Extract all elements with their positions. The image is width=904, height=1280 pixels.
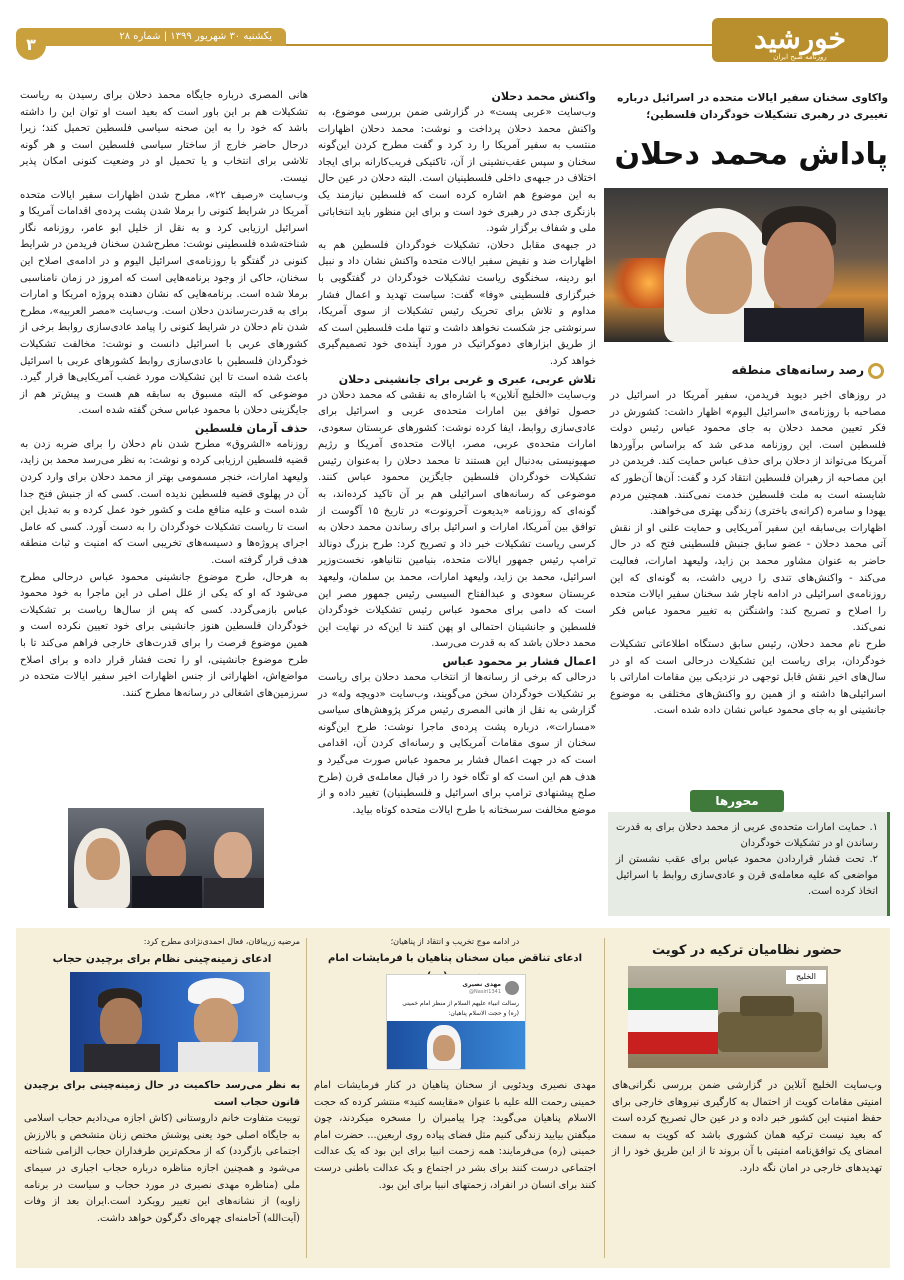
bottom-right-title: حضور نظامیان ترکیه در کویت [652,943,842,958]
section-title-media: رصد رسانه‌های منطقه [731,363,864,377]
tweet-text: رسالت انبیاء علیهم السلام از منظر امام خمینی (ره) و حجت الاسلام پناهیان: [402,1000,519,1017]
col3 [20,88,308,806]
photo-face-1 [86,838,120,880]
tweet-avatar [505,981,519,995]
bottom-left-body [24,1078,300,1254]
bottom-middle-kicker: در ادامه موج تخریب و انتقاد از پناهیان؛ [390,937,520,946]
mahvar-item: ۱. حمایت امارات متحده‌ی عربی از محمد دحلان برای به قدرت رساندن او در تشکیلات خودگردان [616,822,878,849]
col2-para: وب‌سایت «عربی پست» در گزارشی ضمن بررسی موضوع، به واکنش محمد دحلان پرداخت و نوشت: محمد دحلان اظهارات منتسب به سفیر آمریکا را رد کرد و گفت مطرح کردن این‌گونه سخنان و سپس عقب‌نشینی از آن، تاکتیکی فریب‌کارانه برای ایجاد اختلاف در جبهه‌ی داخلی فلسطینیان است. البته دحلان در عین حال به این موضوع هم اشاره کرده است که فلسطین نیازمند یک بازنگری جدی در رهبری خود است و برای این منظور باید انتخاباتی ملی و شفاف برگزار شود. [318,107,596,235]
col3-para: روزنامه «الشروق» مطرح شدن نام دحلان را برای ضربه زدن به قضیه فلسطین ارزیابی کرده و نوشت: به نظر می‌رسد محمد بن زاید، ولیعهد امارات، خنجر مسمومی بهتر از محمد دحلان برای وارد کردن آن در پهلوی قضیه فلسطین ندیده است. کسی که از جنبش فتح جدا شده است و علیه منافع ملت و کشور خود عمل کرده و به تبدیل این است تا ریاست تشکیلات خودگردان را به دست آورد. کسی که عامل اجرای پروژه‌ها و دسیسه‌های تخریبی است که امنیت و ثبات منطقه هدف قرار گرفته است. [20,438,308,567]
tweet-name: مهدی نصیری [462,981,501,988]
bottom-divider [306,938,307,1258]
lead-photo [604,188,888,342]
mahvar-item: ۲. تحت فشار قراردادن محمود عباس برای عقب نشستن از مواضعی که علیه معامله‌ی قرن و عادی‌سازی روابط با اسرائیل اتخاذ کرده است. [616,854,878,897]
bottom-middle-title: ادعای تناقض میان سخنان پناهیان با فرمایشات امام [328,953,582,964]
section1-para: اظهارات بی‌سابقه این سفیر آمریکایی و حمایت علنی او از نقش آتی محمد دحلان - عضو سابق جنبش فلسطینی فتح که در حال حاضر به عنوان مشاور محمد بن زاید، ولیعهد امارات، فعالیت می‌کند - واکنش‌های تندی را درپی داشت، به گونه‌ای که این روزنامه‌ی اسرائیلی در ادامه ناچار شد سخنان سفیر ایالات متحده را اصلاح و تصریح کند: واشنگتن به تغییر محمود عباس فکر نمی‌کند. [610,522,886,634]
logo-subtitle: روزنامه صبح ایران [773,53,827,61]
tweet-video [387,1021,525,1069]
bottom-middle-para: مهدی نصیری ویدئویی از سخنان پناهیان در کنار فرمایشات امام خمینی رحمت الله علیه با عنوان «مقایسه کنید» منتشر کرده که حجت الاسلام پناهیان می‌گوید: چرا پیامبران را مسخره میکردند، چون میگفتن بیایید زندگی کنیم مثل فضای پیاده روی اربعین... حضرت امام خمینی (ره) می‌فرمایند: همه زحمت انبیا برای این بود که یک عدالت اجتماعی درست کنند برای بشر در اجتماع و یک عدالت باطنی درست کنند برای انسان در انفراد، زحمتهای انبیا برای این بود. [314,1080,596,1191]
tweet-handle: @Nasiri1341 [469,989,501,995]
photo-suit-2 [132,876,202,908]
photo-face-3 [214,832,252,880]
col3-para: هانی المصری درباره جایگاه محمد دحلان برای رسیدن به ریاست تشکیلات هم بر این باور است که بعید است او توان این را داشته باشد که خود را به این صحنه سیاسی فلسطین تحمیل کند؛ زیرا درحال حاضر خارج از ساختار سیاسی فلسطین است و هر گونه تلاشی برای انتخاب و یا تحمیل او در وضعیت کنونی امکان پذیر نیست. [20,90,308,184]
sun-icon [868,363,884,379]
col3-para: وب‌سایت «رصیف ۲۲»، مطرح شدن اظهارات سفیر ایالات متحده آمریکا در شرایط کنونی را برملا شدن پشت پرده‌ی اقدامات آمریکا و اسرائیل ارزیابی کرد و به نقل از خلیل ابو عامر، روزنامه نگار شناخته‌شده فلسطینی نوشت: مطرح‌شدن سخنان فریدمن در شرایط کنونی در گفتگو با روزنامه‌ی اسرائیل الیوم و در ادامه‌ی اصلاح این سخنان، حاکی از وجود برنامه‌هایی است که امروز در زمان نامناسبی برملا شده است. برنامه‌هایی که نشان دهنده پروژه امریکا و امارات برای به قدرت‌رساندن دحلان است. وب‌سایت «مصر العربیه»، مطرح شدن نام دحلان در شرایط کنونی را پیامد عادی‌سازی روابط برخی از کشورهای عربی با اسرائیل دانست و نوشت: مخالفت تشکیلات خودگردان فلسطین با عادی‌سازی روابط کشورهای عربی با اسرائیل باعث شده است تا این تشکیلات مورد غضب آمریکایی‌ها قرار گیرد. موضوعی که البته مسبوق به سابقه هم هست و پیش‌تر هم از جایگزینی دحلان با محمود عباس سخن گفته شده است. [20,189,308,417]
khaleej-logo: الخلیج [786,970,826,984]
person-left-face [686,232,752,314]
bottom-left-kicker: مرضیه زریباقان، فعال احمدی‌نژادی مطرح کرد: [143,937,300,946]
tank-turret [740,996,794,1016]
host-face [100,998,142,1048]
article-kicker: واکاوی سخنان سفیر ایالات متحده در اسرائیل درباره تغییری در رهبری تشکیلات خودگردان فلسطین؛ [617,92,888,121]
col3-para: به هرحال، طرح موضوع جانشینی محمود عباس درحالی مطرح می‌شود که او که یکی از علل اصلی در این ماجرا به خود محمود عباس بازمی‌گردد. کسی که پس از سال‌ها ریاست بر تشکیلات خودگردان فلسطین هنوز جانشینی برای خود تعیین نکرده است و همین موضوع فرصت را برای قدرت‌های خارجی فراهم می‌کند تا با طرح موضوع جانشینی، او را تحت فشار قرار داده و برای اصلاح مواضع‌اش، اظهاراتی از جنس اظهارات اخیر سفیر ایالات متحده در سرزمین‌های اشغالی در رسانه‌ها مطرح کنند. [20,571,308,699]
person-right-face [764,222,834,310]
section1-para: طرح نام محمد دحلان، رئیس سابق دستگاه اطلاعاتی تشکیلات خودگردان، برای ریاست این تشکیلات درحالی است که او در سال‌های اخیر نقش قابل توجهی در نزدیکی بین مقامات اماراتی با اسرائیلی‌ها داشته و از همین رو واکنش‌های مختلفی به موضوع جانشینی او به جای محمود عباس نشان داده شده است. [610,638,886,717]
mahvar-label: محورها [690,790,784,812]
tank-body [718,1012,822,1052]
newspaper-logo [712,18,888,62]
host-suit [84,1044,160,1072]
col2-para: درحالی که برخی از رسانه‌ها از انتخاب محمد دحلان برای ریاست بر تشکیلات خودگردان سخن می‌گویند، وب‌سایت «دویچه وله» در گزارشی به نقل از هانی المصری رئیس مرکز پژوهش‌های سیاسی «مسارات»، درباره پشت پرده‌ی ماجرا نوشت: طرح این‌گونه سخنان از سوی مقامات آمریکایی و رسانه‌ای کردن آن، اقدامی است که در جهت اعمال فشار بر محمود عباس صورت می‌گیرد و هدف هم این است که او تگاه خود را در قبال معامله‌ی قرن (طرح صلح پیشنهادی ترامپ برای اسرائیل و فلسطینیان) تغییر داده و از موضع مخالفت سرسختانه با طرح ایالات متحده کوتاه بیاید. [318,672,596,816]
section1-body [610,388,886,788]
photo-suit-3 [204,878,264,908]
col3-heading: حذف آرمان فلسطین [194,421,308,435]
kuwait-photo [628,966,828,1068]
col3-photo [68,808,264,908]
col2 [318,88,596,914]
flag-green [628,988,718,1010]
mahvar-box [608,812,890,916]
bottom-left-title: ادعای زمینه‌چینی نظام برای برچیدن حجاب [52,953,272,965]
person-right-suit [744,308,864,342]
flag-white [628,1010,718,1032]
logo-text: خورشید [754,22,846,55]
article-title: پاداش محمد دحلان [614,137,888,172]
col2-para: وب‌سایت «الخلیج آنلاین» با اشاره‌ای به نقشی که محمد دحلان در حصول توافق بین امارات متحده‌ی عربی و اسرائیل برای عادی‌سازی روابط، ایفا کرده نوشت: کشورهای عربستان سعودی، امارات متحده‌ی عربی، مصر، ایالات متحده‌ی آمریکا و رژیم صهیونیستی به‌دنبال این هستند تا محمد دحلان را به‌عنوان رئیس تشکیلات خودگردان فلسطین جایگزین محمود عباس کنند. موضوعی که رسانه‌های اسرائیلی هم بر آن تاکید کرده‌اند، به گونه‌ای که روزنامه «یدیعوت آحرونوت» در تاریخ ۱۵ آگوست از توافق بین آمریکا، امارات و اسرائیل برای رساندن محمد دحلان به کرسی ریاست تشکیلات خبر داد و تصریح کرد: طرح بزرگ دونالد ترامپ رئیس جمهور ایالات متحده، بنیامین نتانیاهو، نخست‌وزیر اسرائیل، محمد بن زاید، ولیعهد امارات، محمد بن سلمان، ولیعهد عربستان سعودی و عبدالفتاح السیسی رئیس جمهور مصر این است که دامی برای محمود عباس رئیس تشکیلات خودگردان فلسطین و جانشینان احتمالی او پهن کنند تا این‌که در نهایت این محمد دحلان باشد که به قدرت می‌رسد. [318,389,596,650]
flag-red [628,1032,718,1054]
cleric-face [194,998,238,1046]
section1-para: در روزهای اخیر دیوید فریدمن، سفیر آمریکا در اسرائیل در مصاحبه با روزنامه‌ی «اسرائیل الیوم» اظهار داشت: کشورش در فکر تعیین محمد دحلان به جای محمود عباس رئیس دولت فلسطین است. این روزنامه مدعی شد که براساس برآوردها آمریکا می‌تواند از دحلان برای حذف عباس حمایت کند. فریدمن در این مصاحبه از رهبران فلسطین انتقاد کرد و گفت: آن‌ها آن‌طور که شایسته است به ملت فلسطین خدمت نمی‌کنند. همچنین مردم یهودا و سامره (کرانه‌ی باختری) زندگی بهتری می‌خواهند. [610,390,886,518]
photo-face-2 [146,830,186,880]
bottom-left-para: توییت متفاوت خانم داروستانی (کاش اجازه می‌دادیم حجاب اسلامی به جایگاه اصلی خود یعنی پوشش مختص زنان متشخص و بالارزش اجتماعی بازگردد) که از محکم‌ترین طرفداران حجاب الزامی شناخته می‌شود و همچنین اجازه مناظره درباره حجاب اجباری در سیمای ملی (مناظره مهدی نصیری در مورد حجاب و سیاست در برنامه زاویه) از نشانه‌های این تغییر رویکرد است.ایران بعد از وفات (آیت‌الله) آخامنه‌ای چهره‌ای دگرگون خواهد داشت. [24,1113,300,1224]
cleric-robe [178,1042,258,1072]
bottom-left-para: به نظر می‌رسد حاکمیت در حال زمینه‌چینی برای برچیدن قانون حجاب است [24,1080,300,1108]
bottom-right-para: وب‌سایت الخلیج آنلاین در گزارشی ضمن بررسی نگرانی‌های امنیتی مقامات کویت از احتمال به کارگیری نیروهای خارجی برای حفظ امنیت این کشور خبر داده و در عین حال تصریح کرده است که بعید نیست ترکیه همان کشوری باشد که کویت به سمت امضای یک توافق‌نامه امنیتی با آن بروند تا از این طریق خود را از تهدیدهای خارجی در امان نگه دارد. [612,1080,882,1174]
tweet-image [386,974,526,1070]
hijab-debate-photo [70,972,270,1072]
col2-heading: اعمال فشار بر محمود عباس [442,655,596,668]
issue-date: یکشنبه ۳۰ شهریور ۱۳۹۹ | شماره ۲۸ [119,31,272,42]
col2-heading: واکنش محمد دحلان [491,90,596,103]
bottom-divider [604,938,605,1258]
bottom-right-body [612,1078,882,1188]
bottom-middle-body [314,1078,596,1256]
col2-heading: تلاش عربی، عبری و غربی برای جانشینی دحلان [338,372,596,386]
page-number: ۳ [16,30,46,60]
col2-para: در جبهه‌ی مقابل دحلان، تشکیلات خودگردان فلسطین هم به اظهارات ضد و نقیض سفیر ایالات متحده واکنش نشان داد و نبیل ابو ردینه، سخنگوی ریاست تشکیلات خودگردان در گفتگویی با خبرگزاری فلسطینی «وفا» گفت: سیاست تهدید و اعمال فشار مداوم و تلاش برای تحریک رئیس تشکیلات از سوی آمریکا، سرنوشتی جز شکست نخواهد داشت و تنها ملت فلسطین است که از طریق ابزارهای دموکراتیک در مورد آینده‌ی خود تصمیم‌گیری خواهد کرد. [318,239,596,367]
